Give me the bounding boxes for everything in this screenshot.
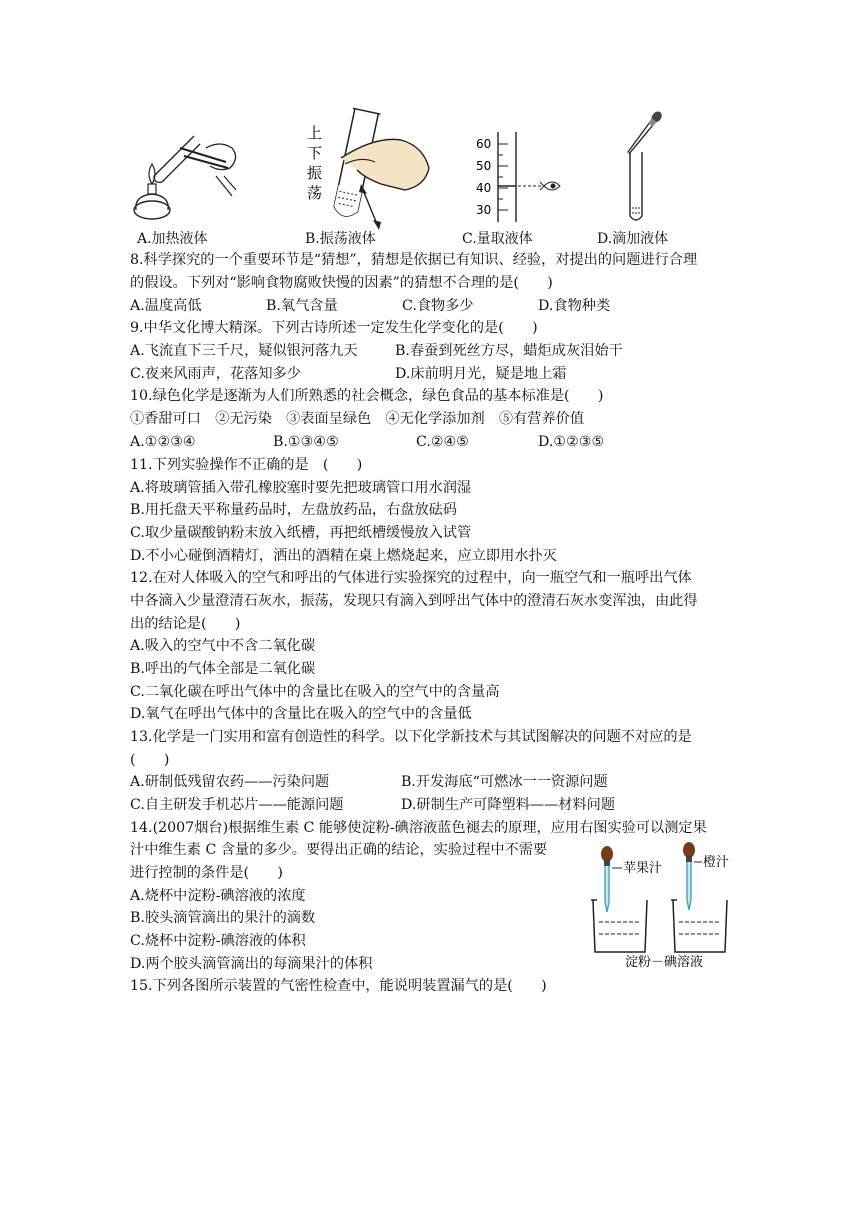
q12-option-b: B.呼出的气体全部是二氧化碳: [130, 661, 316, 677]
q14-line-2: 汁中维生素 C 含量的多少。要得出正确的结论，实验过程中不需要: [130, 842, 548, 858]
q13-option-d: D.研制生产可降塑料——材料问题: [401, 797, 616, 813]
fig-vitamin-c-experiment: [585, 842, 745, 968]
q8-line-1: 8.科学探究的一个重要环节是“猜想”，猜想是依据已有知识、经验，对提出的问题进行合理: [130, 252, 698, 268]
q12-line-2: 中各滴入少量澄清石灰水，振荡，发现只有滴入到呼出气体中的澄清石灰水变浑浊，由此得: [130, 593, 698, 609]
q10-option-d: D.①②③⑤: [538, 434, 605, 450]
orange-juice-label: 橙汁: [703, 855, 730, 870]
q12-option-a: A.吸入的空气中不含二氧化碳: [130, 638, 316, 654]
q12-line-3: 出的结论是( ): [130, 616, 241, 632]
q14-option-a: A.烧杯中淀粉-碘溶液的浓度: [130, 888, 306, 904]
q12-line-1: 12.在对人体吸入的空气和呼出的气体进行实验探究的过程中，向一瓶空气和一瓶呼出气体: [130, 570, 692, 586]
q9-option-a: A.飞流直下三千尺，疑似银河落九天: [130, 343, 358, 359]
shake-char-1: 上: [307, 124, 323, 142]
q10-items: ①香甜可口 ②无污染 ③表面呈绿色 ④无化学添加剂 ⑤有营养价值: [130, 411, 585, 427]
fig-shaking-liquid: [305, 106, 435, 232]
shake-char-2: 下: [307, 144, 323, 162]
q13-line-1: 13.化学是一门实用和富有创造性的科学。以下化学新技术与其试图解决的问题不对应的是: [130, 729, 692, 745]
q9-option-b: B.春蚕到死丝方尽，蜡炬成灰泪始干: [395, 343, 623, 359]
q9-stem: 9.中华文化博大精深。下列古诗所述一定发生化学变化的是( ): [130, 320, 538, 336]
tick-30: 30: [476, 203, 492, 217]
caption-heating-liquid: A.加热液体: [137, 231, 208, 247]
tick-60: 60: [476, 137, 492, 151]
fig-measuring-liquid: [470, 130, 570, 226]
q14-option-c: C.烧杯中淀粉-碘溶液的体积: [130, 933, 306, 949]
q14-option-b: B.胶头滴管滴出的果汁的滴数: [130, 910, 316, 926]
q9-option-d: D.床前明月光，疑是地上霜: [395, 366, 567, 382]
q8-option-c: C.食物多少: [402, 298, 474, 314]
fig-dropping-liquid: [618, 108, 678, 226]
q9-option-c: C.夜来风雨声，花落知多少: [130, 366, 301, 382]
q15-stem: 15.下列各图所示装置的气密性检查中，能说明装置漏气的是( ): [130, 978, 547, 994]
tick-40: 40: [476, 181, 492, 195]
q11-option-b: B.用托盘天平称量药品时，左盘放药品，右盘放砝码: [130, 502, 458, 518]
q8-option-d: D.食物种类: [538, 298, 611, 314]
shake-char-4: 荡: [307, 184, 323, 202]
q13-option-b: B.开发海底“可燃冰一一资源问题: [401, 774, 608, 790]
q8-line-2: 的假设。下列对“影响食物腐败快慢的因素”的猜想不合理的是( ): [130, 275, 553, 291]
apple-juice-label: 苹果汁: [623, 861, 663, 876]
tick-50: 50: [476, 159, 492, 173]
shake-char-3: 振: [307, 164, 323, 182]
q13-line-2: ( ): [130, 752, 170, 768]
starch-iodine-label: 淀粉－碘溶液: [625, 955, 704, 968]
caption-shaking-liquid: B.振荡液体: [305, 231, 376, 247]
q11-option-d: D.不小心碰倒酒精灯，洒出的酒精在桌上燃烧起来，应立即用水扑灭: [130, 548, 557, 564]
q13-option-c: C.自主研发手机芯片——能源问题: [130, 797, 344, 813]
q8-option-a: A.温度高低: [130, 298, 202, 314]
fig-heating-liquid: [128, 118, 258, 226]
q11-option-a: A.将玻璃管插入带孔橡胶塞时要先把玻璃管口用水润湿: [130, 480, 472, 496]
q14-line-1: 14.(2007烟台)根据维生素 C 能够使淀粉-碘溶液蓝色褪去的原理，应用右图实验可以测定果: [130, 820, 707, 836]
q10-option-a: A.①②③④: [130, 434, 196, 450]
q11-stem: 11.下列实验操作不正确的是 ( ): [130, 457, 363, 473]
q14-line-3: 进行控制的条件是( ): [130, 865, 283, 881]
left-dropper-bulb: [601, 846, 613, 862]
q8-option-b: B.氧气含量: [266, 298, 338, 314]
caption-measuring-liquid: C.量取液体: [462, 231, 533, 247]
caption-dropping-liquid: D.滴加液体: [597, 231, 669, 247]
q11-option-c: C.取少量碳酸钠粉末放入纸槽，再把纸槽缓慢放入试管: [130, 525, 472, 541]
q12-option-c: C.二氧化碳在呼出气体中的含量比在吸入的空气中的含量高: [130, 684, 500, 700]
q13-option-a: A.研制低残留农药——污染问题: [130, 774, 330, 790]
q10-option-c: C.②④⑤: [416, 434, 470, 450]
q10-option-b: B.①③④⑤: [273, 434, 339, 450]
q12-option-d: D.氧气在呼出气体中的含量比在吸入的空气中的含量低: [130, 706, 472, 722]
q10-stem: 10.绿色化学是逐渐为人们所熟悉的社会概念，绿色食品的基本标准是( ): [130, 388, 604, 404]
right-dropper-bulb: [683, 842, 695, 858]
q14-option-d: D.两个胶头滴管滴出的每滴果汁的体积: [130, 956, 373, 972]
